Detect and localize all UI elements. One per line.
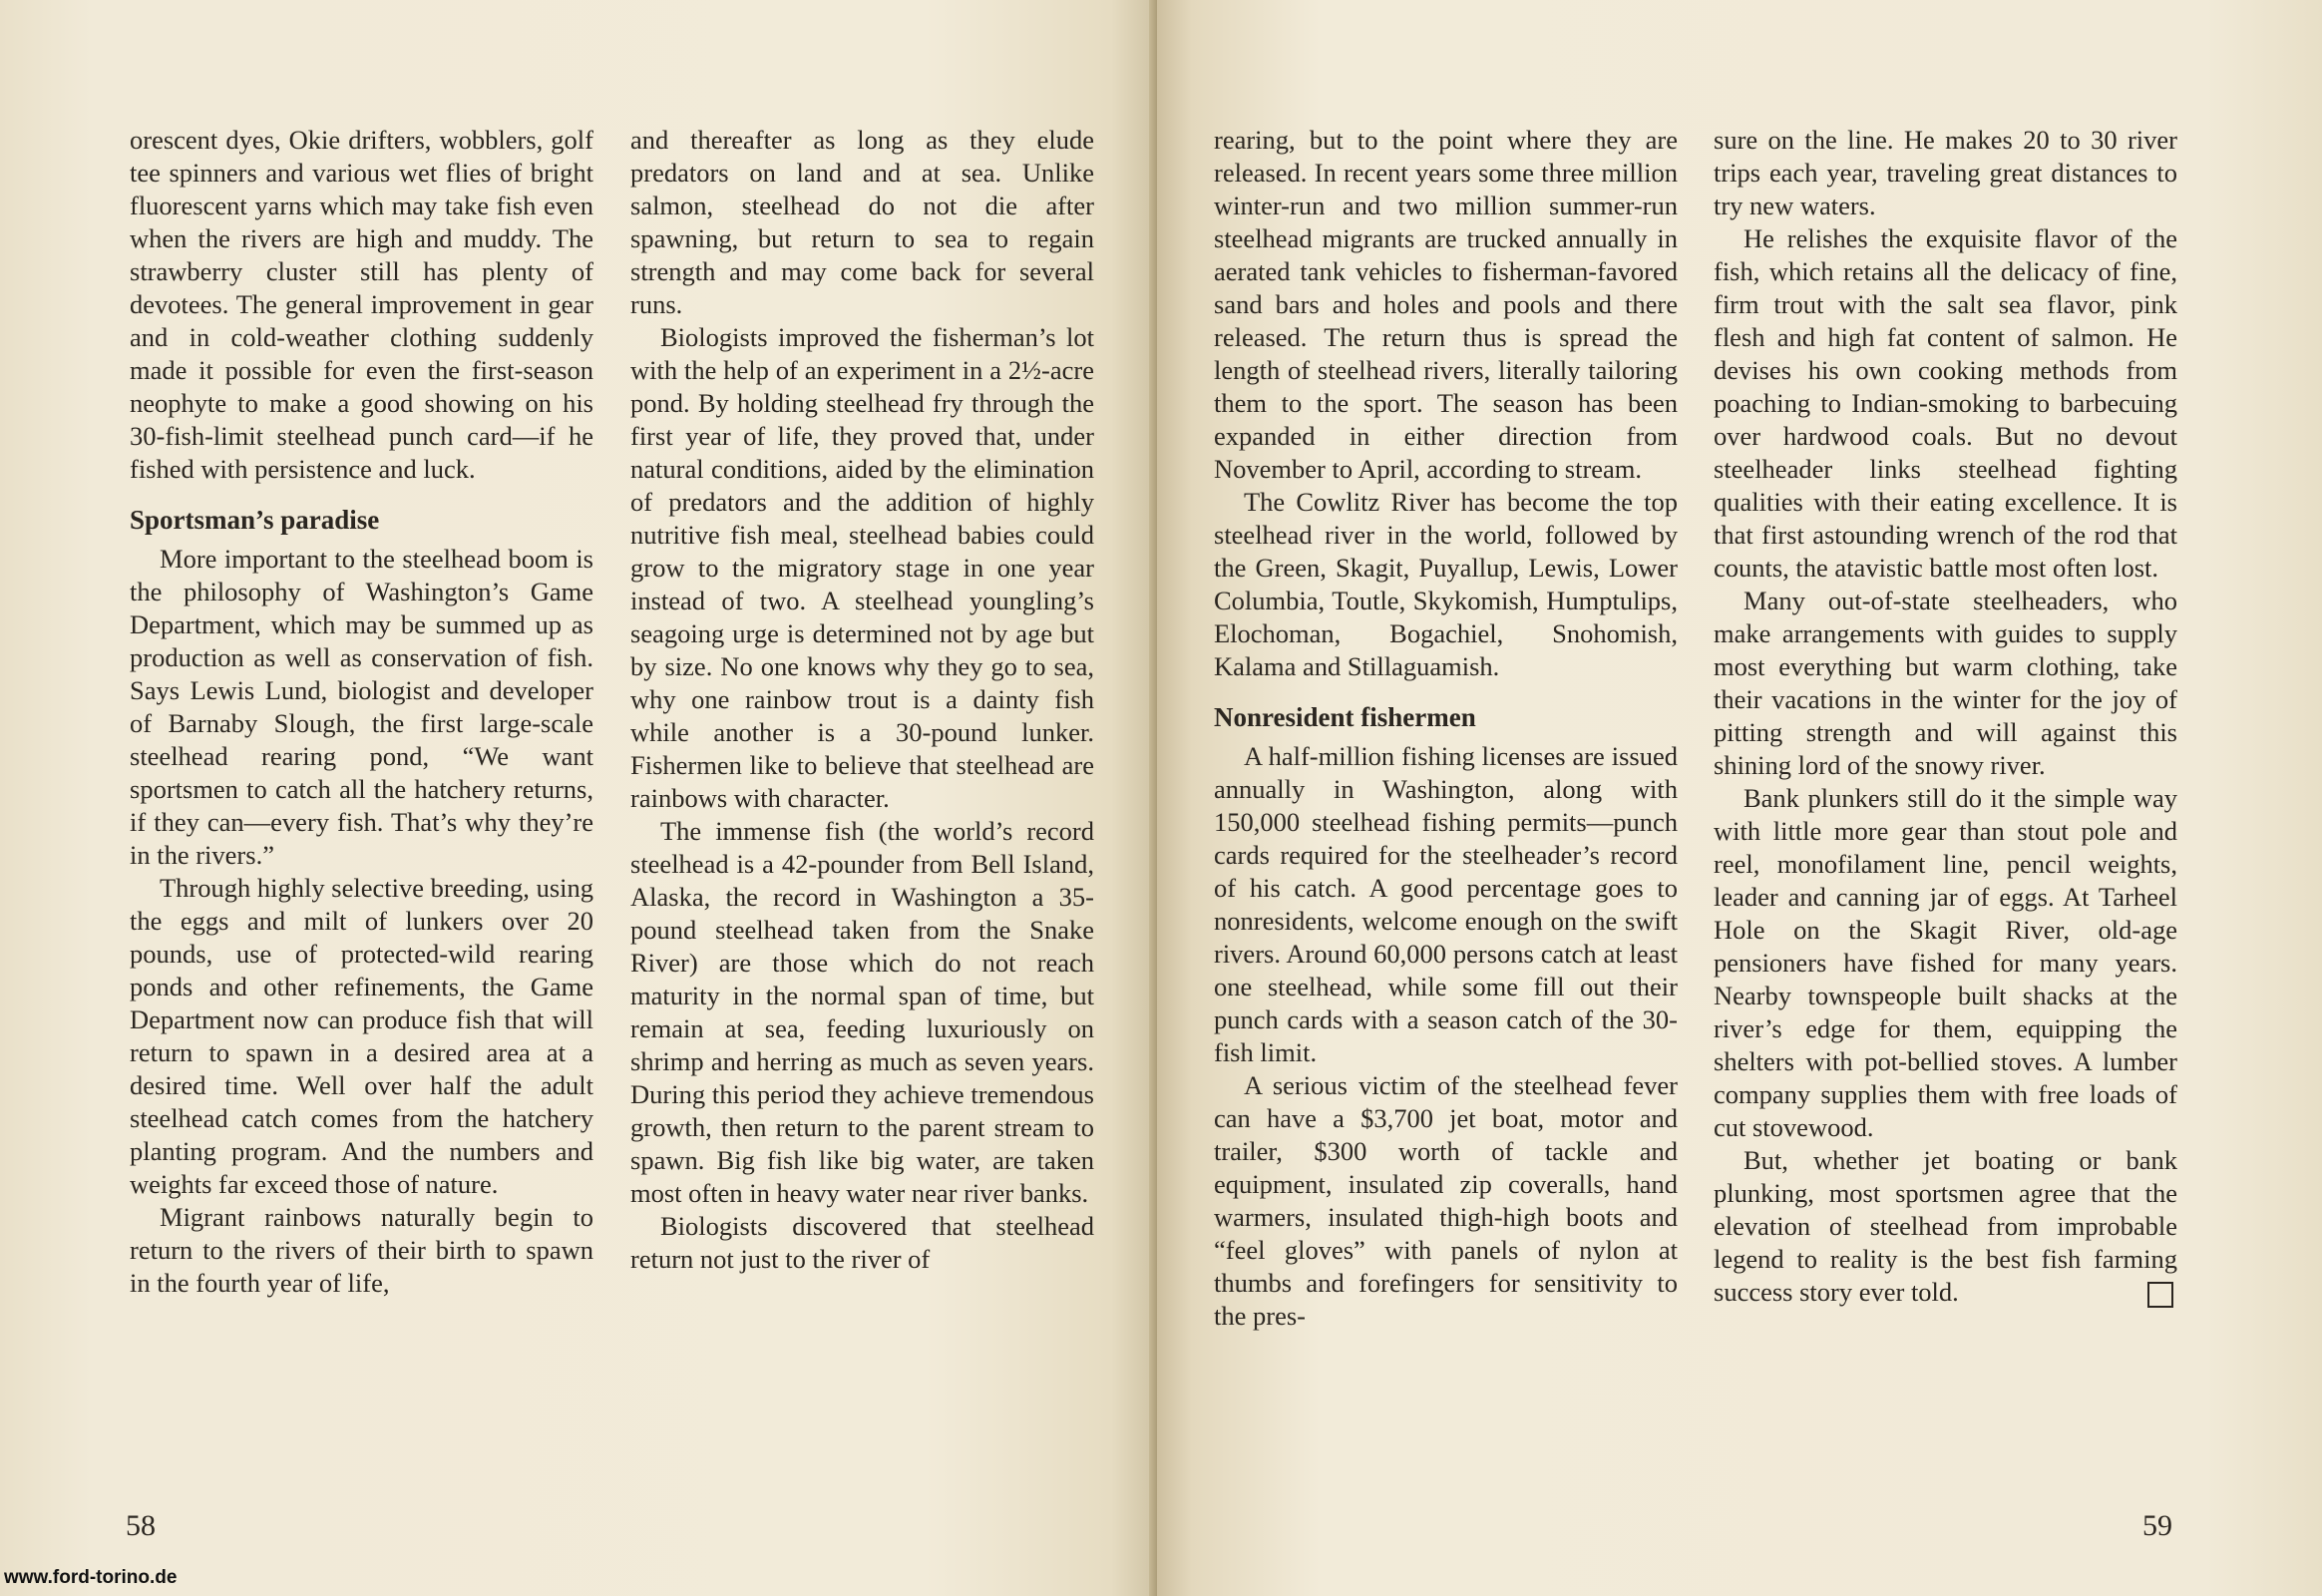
paragraph: Biologists improved the fisherman’s lot with the help of an experiment in a 2½-acre pond. By holding steelhead fry through the first year of life, they proved that, under natural conditions, aided by the elimination of predators and the addition of highly nutritive fish meal, steelhead babies could grow to the migratory stage in one year instead of two. A steelhead youngling’s seagoing urge is determined not by age but by size. No one knows why they go to sea, why one rainbow trout is a dainty fish while another is a 30-pound lunker. Fishermen like to believe that steelhead are rainbows with character.	[630, 322, 1094, 813]
paragraph: A half-million fishing licenses are issued annually in Washington, along with 150,000 steelhead fishing permits—punch cards required for the steelheader’s record of his catch. A good percentage goes to nonresidents, welcome enough on the swift rivers. Around 60,000 persons catch at least one steelhead, while some fill out their punch cards with a season catch of the 30-fish limit.	[1214, 741, 1678, 1067]
right-page-column-1	[1214, 124, 1678, 1333]
left-page	[0, 0, 1157, 1596]
paragraph: More important to the steelhead boom is the philosophy of Washington’s Game Department, which may be summed up as production as well as conservation of fish. Says Lewis Lund, biologist and developer of Barnaby Slough, the first large-scale steelhead rearing pond, “We want sportsmen to catch all the hatchery returns, if they can—every fish. That’s why they’re in the rivers.”	[130, 544, 593, 870]
paragraph: Biologists discovered that steelhead return not just to the river of	[630, 1211, 1094, 1274]
right-page-column-2	[1714, 124, 2177, 1309]
paragraph: He relishes the exquisite flavor of the fish, which retains all the delicacy of fine, firm trout with the salt sea flavor, pink flesh and high fat content of salmon. He devises his own cooking methods from poaching to Indian-smoking to barbecuing over hardwood coals. But no devout steelheader links steelhead fighting qualities with their eating excellence. It is that first astounding wrench of the rod that counts, the atavistic battle most often lost.	[1714, 223, 2177, 583]
end-mark-icon	[2147, 1282, 2173, 1308]
paragraph: Bank plunkers still do it the simple way with little more gear than stout pole and reel, monofilament line, pencil weights, leader and canning jar of eggs. At Tarheel Hole on the Skagit River, old-age pensioners have fished for many years. Nearby townspeople built shacks at the river’s edge for them, equipping the shelters with pot-bellied stoves. A lumber company supplies them with free loads of cut stovewood.	[1714, 783, 2177, 1142]
paragraph: The immense fish (the world’s record steelhead is a 42-pounder from Bell Island, Alaska, the record in Washington a 35-pound steelhead taken from the Snake River) are those which do not reach maturity in the normal span of time, but remain at sea, feeding luxuriously on shrimp and herring as much as seven years. During this period they achieve tremendous growth, then return to the parent stream to spawn. Big fish like big water, are taken most often in heavy water near river banks.	[630, 816, 1094, 1208]
paragraph: Migrant rainbows naturally begin to return to the rivers of their birth to spawn in the fourth year of life,	[130, 1202, 593, 1298]
paragraph: rearing, but to the point where they are released. In recent years some three million winter-run and two million summer-run steelhead migrants are trucked annually in aerated tank vehicles to fisherman-favored sand bars and holes and pools and there released. The return thus is spread the length of steelhead rivers, literally tailoring them to the sport. The season has been expanded in either direction from November to April, according to stream.	[1214, 125, 1678, 484]
paragraph: Many out-of-state steelheaders, who make arrangements with guides to supply most everything but warm clothing, take their vacations in the winter for the joy of pitting strength and will against this shining lord of the snowy river.	[1714, 586, 2177, 780]
section-heading: Nonresident fishermen	[1214, 702, 1476, 732]
page-number-right: 59	[2142, 1509, 2172, 1542]
section-heading: Sportsman’s paradise	[130, 505, 380, 535]
paragraph-text: But, whether jet boating or bank plunking, most sportsmen agree that the elevation of steelhead from improbable legend to reality is the best fish farming success story ever told.	[1714, 1145, 2177, 1307]
paragraph: orescent dyes, Okie drifters, wobblers, golf tee spinners and various wet flies of bright fluorescent yarns which may take fish even when the rivers are high and muddy. The strawberry cluster still has plenty of devotees. The general improvement in gear and in cold-weather clothing suddenly made it possible for even the first-season neophyte to make a good showing on his 30-fish-limit steelhead punch card—if he fished with persistence and luck.	[130, 125, 593, 484]
watermark-url: www.ford-torino.de	[4, 1567, 178, 1588]
paragraph: Through highly selective breeding, using the eggs and milt of lunkers over 20 pounds, use of protected-wild rearing ponds and other refinements, the Game Department now can produce fish that will return to spawn in a desired area at a desired time. Well over half the adult steelhead catch comes from the hatchery planting program. And the numbers and weights far exceed those of nature.	[130, 873, 593, 1199]
left-page-column-2	[630, 124, 1094, 1276]
left-page-column-1	[130, 124, 593, 1300]
paragraph: sure on the line. He makes 20 to 30 river trips each year, traveling great distances to try new waters.	[1714, 125, 2177, 220]
paragraph: A serious victim of the steelhead fever can have a $3,700 jet boat, motor and trailer, $300 worth of tackle and equipment, insulated zip coveralls, hand warmers, insulated thigh-high boots and “feel gloves” with panels of nylon at thumbs and forefingers for sensitivity to the pres-	[1214, 1070, 1678, 1331]
final-paragraph	[1714, 1144, 2177, 1309]
page-number-left: 58	[126, 1509, 156, 1542]
paragraph: The Cowlitz River has become the top steelhead river in the world, followed by the Green, Skagit, Puyallup, Lewis, Lower Columbia, Toutle, Skykomish, Humptulips, Elochoman, Bogachiel, Snohomish, Kalama and Stillaguamish.	[1214, 487, 1678, 681]
paragraph: and thereafter as long as they elude predators on land and at sea. Unlike salmon, steelhead do not die after spawning, but return to sea to regain strength and may come back for several runs.	[630, 125, 1094, 319]
